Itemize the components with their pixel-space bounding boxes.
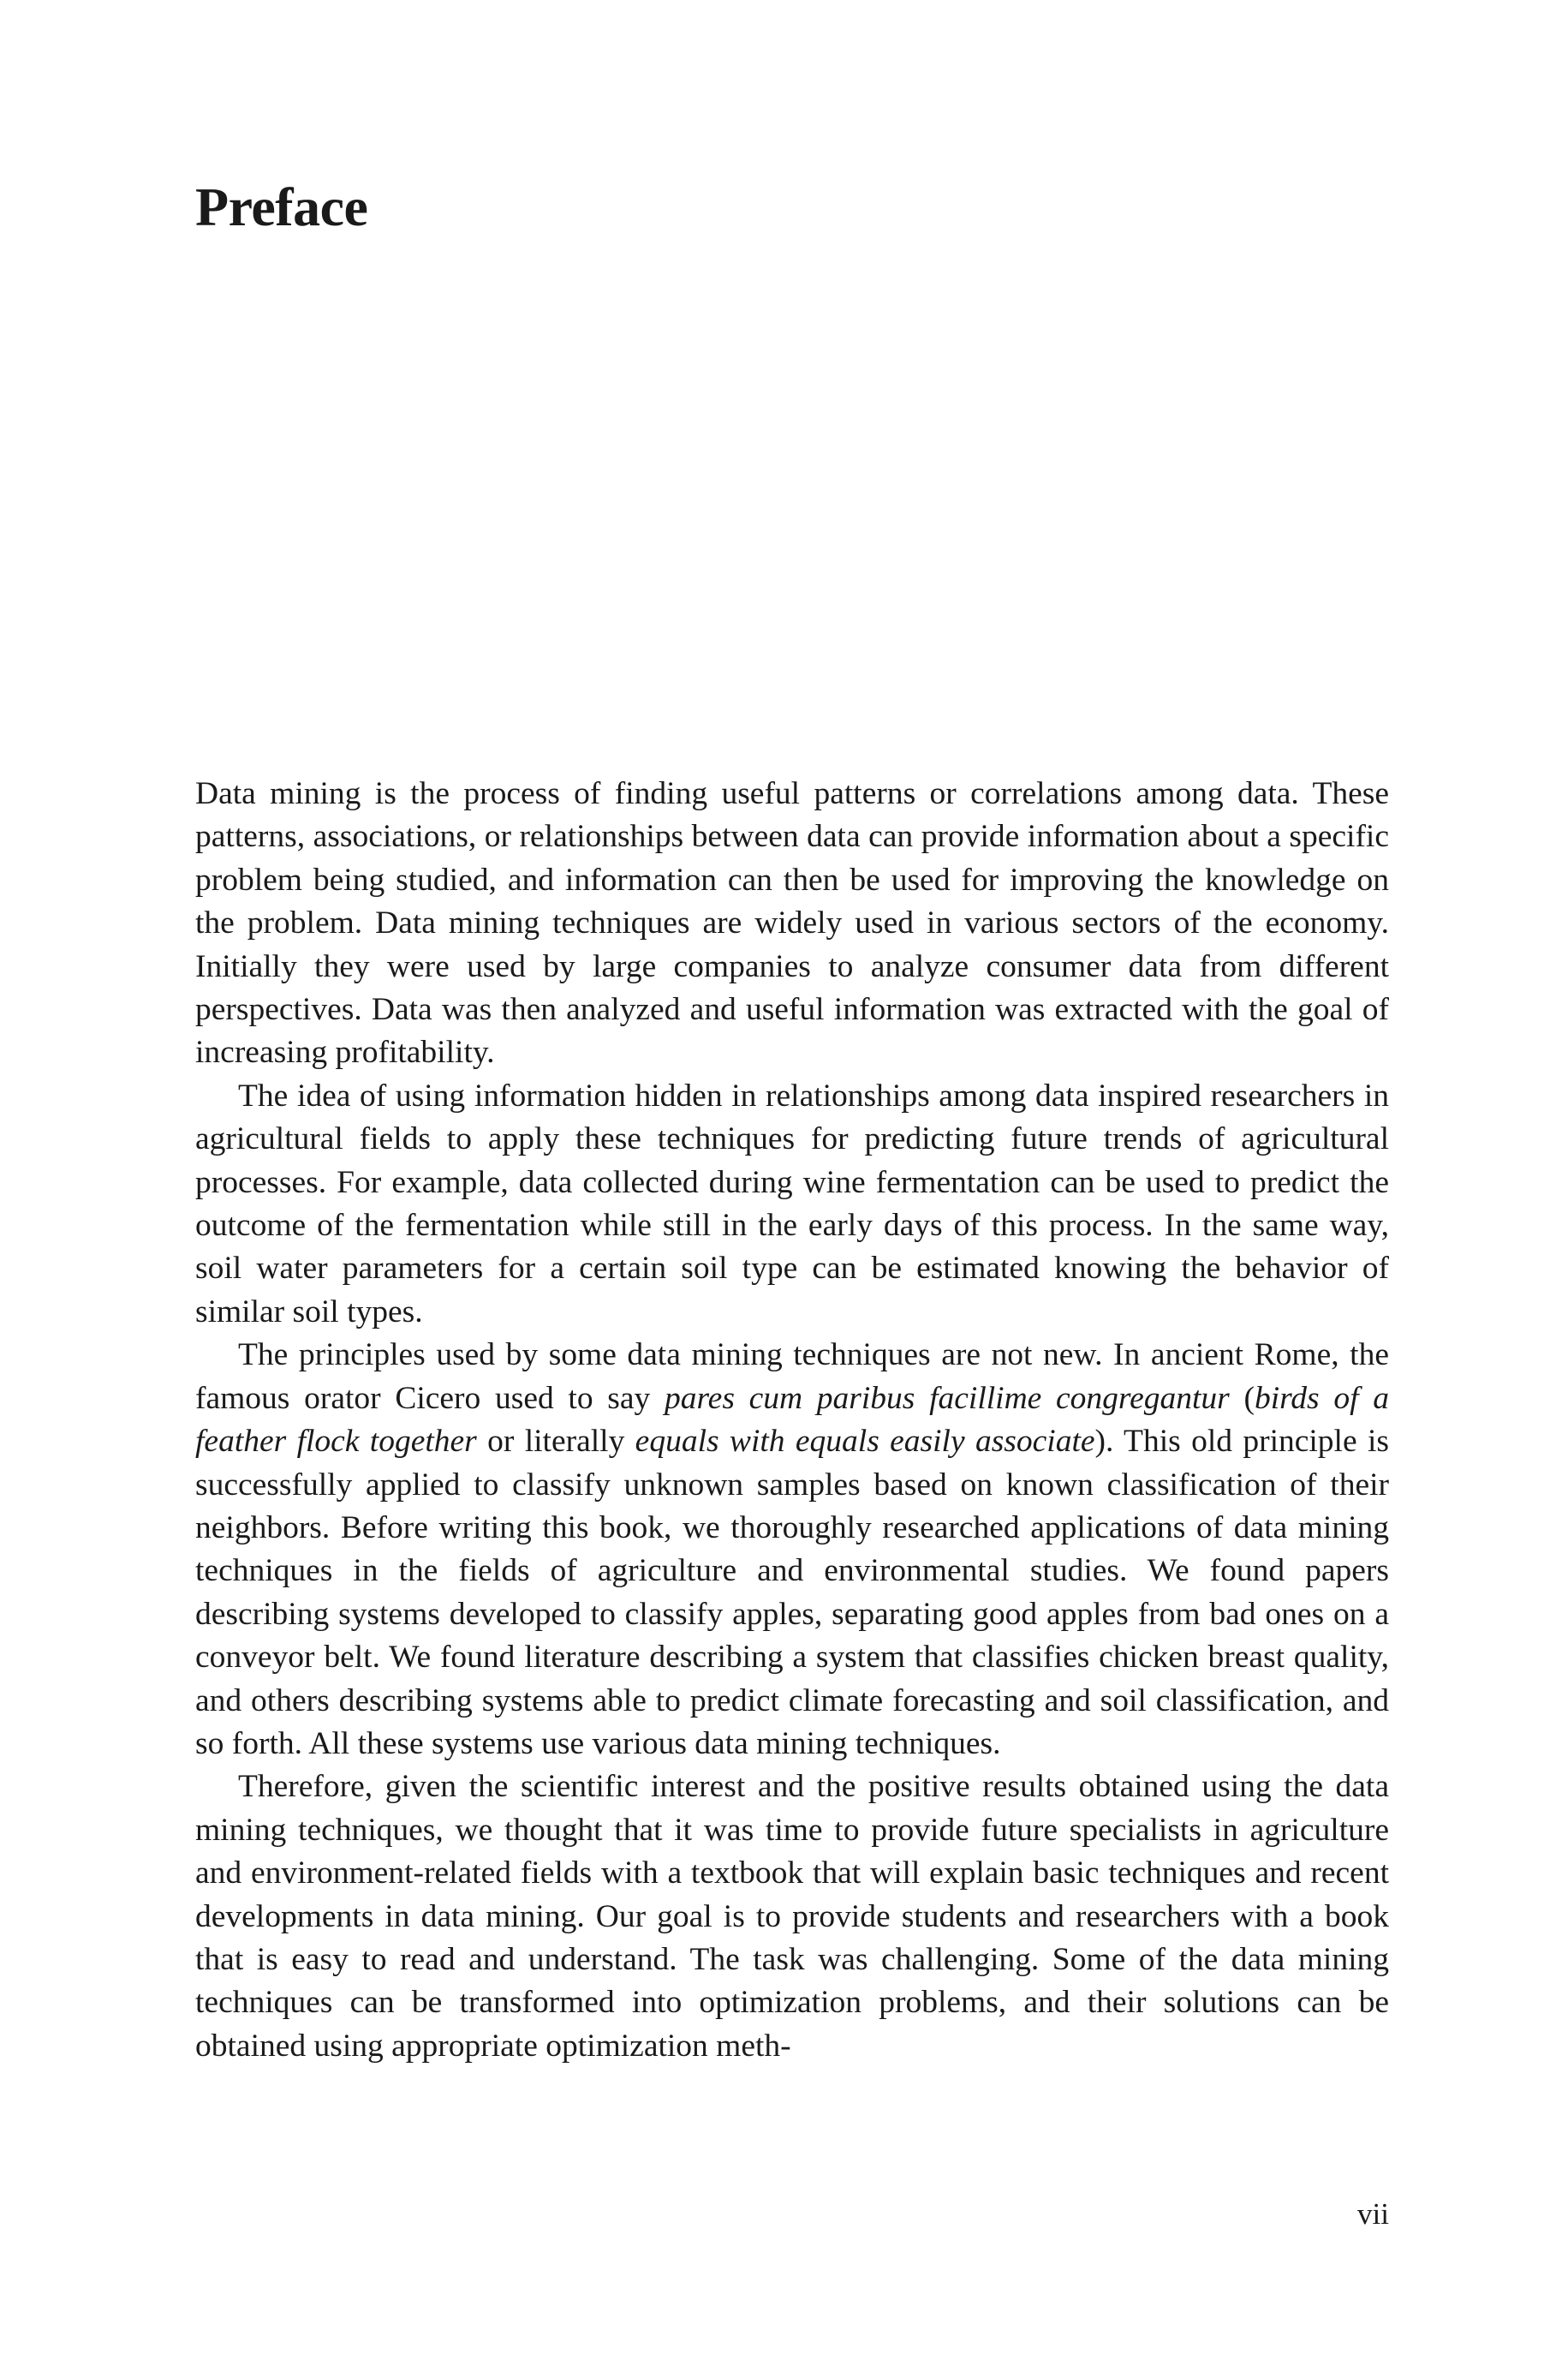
paragraph-1: Data mining is the process of finding useful patterns or correlations among data. These patterns, associations, or relationships between data can provide information about a specific problem being studied, and information can then be used for improving the knowledge on the problem. Data mining techniques are widely used in various sectors of the economy. Initially they were used by large companies to analyze consumer data from different perspectives. Data was then analyzed and useful information was extracted with the goal of increasing profitability. [195, 776, 1389, 1071]
paragraph-3-part3: or literally [476, 1424, 635, 1460]
paragraph-3-part4: ). This old principle is successfully applied to classify unknown samples based on known classification of their neighbors. Before writing this book, we thoroughly researched applications of data mining techniques in the fields of agriculture and environmental studies. We found papers describing systems developed to classify apples, separating good apples from bad ones on a conveyor belt. We found literature describing a system that classifies chicken breast quality, and others describing systems able to predict climate forecasting and soil classification, and so forth. All these systems use various data mining techniques. [195, 1424, 1389, 1761]
chapter-title: Preface [195, 176, 368, 237]
paragraph-3 [195, 1334, 1389, 1766]
paragraph-4: Therefore, given the scientific interest and the positive results obtained using the data mining techniques, we thought that it was time to provide future specialists in agriculture and environment-related fields with a textbook that will explain basic techniques and recent developments in data mining. Our goal is to provide students and researchers with a book that is easy to read and understand. The task was challenging. Some of the data mining techniques can be transformed into optimization problems, and their solutions can be obtained using appropriate optimization meth- [195, 1769, 1389, 2064]
literal-translation: equals with equals easily associate [635, 1424, 1095, 1460]
preface-body [195, 773, 1389, 2068]
paragraph-3-part2: ( [1229, 1380, 1255, 1416]
paragraph-3-part1: The principles used by some data mining techniques are not new. In ancient Rome, the famous orator Cicero used to say [195, 1337, 1389, 1416]
paragraph-2: The idea of using information hidden in relationships among data inspired researchers in agricultural fields to apply these techniques for predicting future trends of agricultural processes. For example, data collected during wine fermentation can be used to predict the outcome of the fermentation while still in the early days of this process. In the same way, soil water parameters for a certain soil type can be estimated knowing the behavior of similar soil types. [195, 1078, 1389, 1329]
latin-quote: pares cum paribus facillime congregantur [664, 1380, 1230, 1416]
idiom-translation: birds of a feather flock together [195, 1380, 1389, 1460]
page-number: vii [1357, 2197, 1389, 2231]
